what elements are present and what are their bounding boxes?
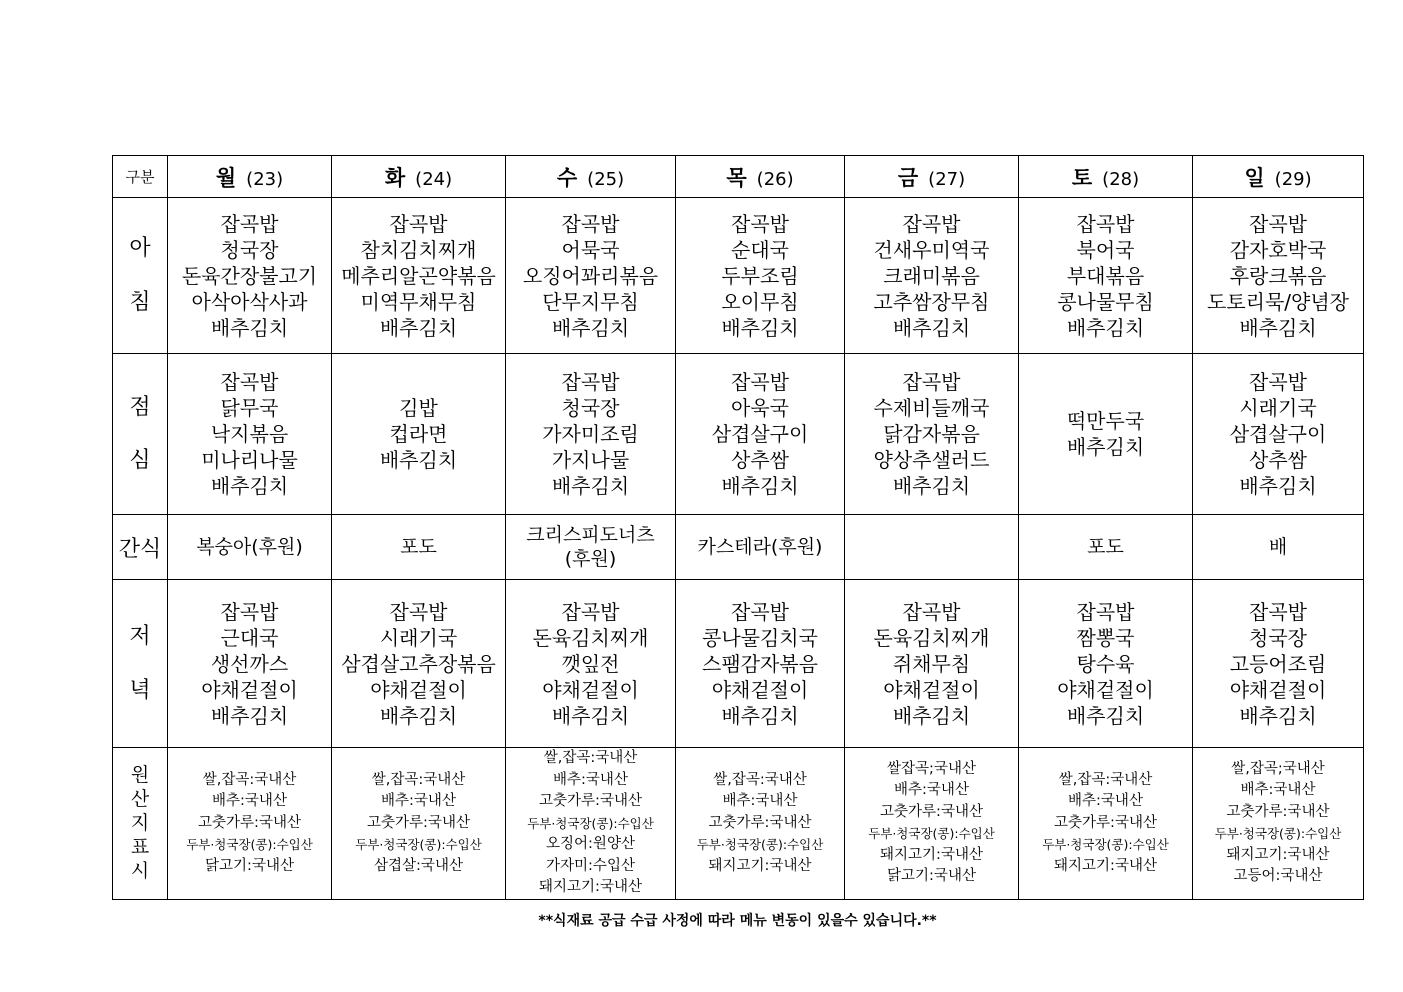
origin-item: 두부·청국장(콩):수입산 — [696, 837, 824, 852]
breakfast-cell — [332, 198, 506, 354]
dish-item: 잡곡밥 — [1076, 211, 1135, 236]
origin-item: 쌀,잡곡:국내산 — [1058, 771, 1153, 788]
dish-item: 상추쌈 — [1249, 448, 1307, 472]
breakfast-cell — [1193, 198, 1364, 354]
dish-item: 돈육간장불고기 — [181, 263, 318, 288]
dish-item: 부대볶음 — [1066, 263, 1145, 288]
day-name: 수 — [556, 165, 578, 190]
snack-row — [113, 515, 1364, 580]
dish-item: 포도 — [1087, 536, 1124, 558]
origin-item: 닭고기:국내산 — [205, 857, 294, 874]
dish-item: 배추김치 — [1239, 474, 1317, 498]
header-row — [113, 156, 1364, 198]
day-header-thu — [676, 156, 845, 198]
dish-item: 야채겉절이 — [883, 677, 980, 702]
day-header-fri — [845, 156, 1019, 198]
origin-item: 고춧가루:국내산 — [1226, 803, 1330, 820]
origin-item: 삼겹살:국내산 — [374, 857, 463, 874]
dish-item: 감자호박국 — [1229, 237, 1327, 262]
origin-item: 돼지고기:국내산 — [1226, 846, 1330, 863]
day-header-tue — [332, 156, 506, 198]
origin-item: 고춧가루:국내산 — [367, 814, 470, 831]
dish-item: 시래기국 — [379, 625, 458, 650]
origin-item: 배추:국내산 — [553, 771, 628, 788]
origin-item: 돼지고기:국내산 — [1054, 857, 1157, 874]
dish-item: 오징어꽈리볶음 — [522, 263, 659, 288]
day-date: (29) — [1274, 168, 1312, 190]
lunch-cell — [1019, 354, 1193, 515]
dish-item: 미역무채무침 — [360, 289, 477, 314]
origin-item: 가자미:수입산 — [546, 857, 635, 874]
breakfast-cell — [506, 198, 676, 354]
lunch-cell — [676, 354, 845, 515]
dish-item: 배추김치 — [551, 474, 630, 498]
breakfast-cell — [168, 198, 332, 354]
dish-item: 배추김치 — [379, 315, 458, 340]
origin-item: 배추:국내산 — [1240, 782, 1316, 799]
lunch-label — [113, 354, 168, 515]
dish-item: 후랑크볶음 — [1229, 263, 1327, 288]
dish-item: 생선까스 — [210, 651, 289, 676]
dish-item: 스팸감자볶음 — [702, 651, 818, 676]
menu-change-notice: **식재료 공급 수급 사정에 따라 메뉴 변동이 있을수 있습니다.** — [538, 913, 937, 929]
dish-item: 콩나물무침 — [1057, 289, 1154, 314]
dish-item: 야채겉절이 — [542, 677, 639, 702]
origin-item: 두부·청국장(콩):수입산 — [1214, 826, 1342, 842]
dish-item: 낙지볶음 — [210, 422, 289, 446]
origin-item: 쌀잡곡;국내산 — [887, 760, 976, 777]
origin-item: 두부·청국장(콩):수입산 — [527, 815, 654, 831]
dish-item: 돈육김치찌개 — [873, 625, 990, 650]
snack-cell — [1019, 515, 1193, 580]
day-header-mon — [168, 156, 332, 198]
dish-item: 고등어조림 — [1229, 651, 1327, 676]
dish-item: 상추쌈 — [731, 448, 789, 472]
origin-row — [113, 748, 1364, 900]
origin-cell — [168, 748, 332, 900]
lunch-cell — [168, 354, 332, 515]
origin-label — [113, 748, 168, 900]
breakfast-cell — [845, 198, 1019, 354]
dish-item: 배추김치 — [892, 474, 971, 498]
dish-item: 근대국 — [220, 625, 279, 650]
dish-item: 컵라면 — [389, 422, 448, 446]
origin-item: 두부·청국장(콩):수입산 — [868, 826, 995, 842]
origin-cell — [676, 748, 845, 900]
day-date: (27) — [928, 168, 966, 190]
breakfast-label — [113, 198, 168, 354]
dish-item: 삼겹살고추장볶음 — [341, 651, 496, 676]
dish-item: 배추김치 — [892, 315, 971, 340]
dish-item: 배추김치 — [1239, 315, 1317, 340]
dish-item: 잡곡밥 — [561, 599, 620, 624]
day-name: 월 — [215, 165, 237, 190]
lunch-cell — [845, 354, 1019, 515]
origin-cell — [845, 748, 1019, 900]
day-date: (24) — [415, 168, 453, 190]
dish-item: 닭무국 — [220, 396, 279, 420]
origin-item: 고춧가루:국내산 — [708, 814, 812, 831]
dish-item: 잡곡밥 — [561, 370, 620, 394]
label-char: 심 — [129, 448, 151, 473]
dish-item: 잡곡밥 — [220, 599, 279, 624]
dish-item: 야채겉절이 — [711, 677, 809, 702]
breakfast-cell — [1019, 198, 1193, 354]
snack-cell — [506, 515, 676, 580]
origin-item: 돼지고기:국내산 — [708, 857, 812, 874]
origin-item: 쌀,잡곡:국내산 — [202, 771, 297, 788]
dish-item: 돈육김치찌개 — [532, 625, 649, 650]
dish-item: 삼겹살구이 — [1229, 422, 1327, 446]
snack-cell — [676, 515, 845, 580]
dinner-row — [113, 580, 1364, 748]
dish-item: 잡곡밥 — [1249, 370, 1307, 394]
origin-item: 두부·청국장(콩):수입산 — [186, 837, 313, 852]
dish-item: 아삭아삭사과 — [191, 289, 308, 314]
dish-item: 잡곡밥 — [731, 599, 789, 624]
dish-item: 청국장 — [220, 237, 279, 262]
dish-item: 잡곡밥 — [902, 211, 961, 236]
snack-cell — [168, 515, 332, 580]
dish-item: 두부조림 — [721, 263, 799, 288]
origin-item: 배추:국내산 — [722, 793, 798, 809]
dish-item: 배 — [1268, 536, 1288, 558]
origin-item: 고춧가루:국내산 — [198, 814, 301, 831]
dish-item: 잡곡밥 — [1249, 599, 1307, 624]
dinner-cell — [506, 580, 676, 748]
dish-item: 카스테라(후원) — [697, 536, 823, 558]
day-name: 목 — [726, 165, 747, 190]
lunch-cell — [332, 354, 506, 515]
label-char: 아 — [129, 236, 151, 262]
breakfast-cell — [676, 198, 845, 354]
day-header-sun — [1193, 156, 1364, 198]
weekly-menu-table — [112, 155, 1364, 900]
dish-item: (후원) — [564, 548, 617, 570]
dish-item: 오이무침 — [721, 289, 799, 314]
lunch-row — [113, 354, 1364, 515]
dish-item: 잡곡밥 — [902, 370, 961, 394]
dish-item: 잡곡밥 — [220, 211, 279, 236]
dish-item: 잡곡밥 — [902, 599, 961, 624]
dish-item: 청국장 — [1249, 625, 1307, 650]
origin-item: 쌀,잡곡:국내산 — [371, 771, 466, 788]
origin-item: 두부·청국장(콩):수입산 — [355, 837, 482, 852]
label-char: 표 — [130, 836, 150, 859]
origin-item: 쌀,잡곡:국내산 — [543, 750, 638, 766]
dish-item: 아욱국 — [731, 396, 789, 420]
dinner-cell — [168, 580, 332, 748]
dish-item: 청국장 — [561, 396, 620, 420]
dish-item: 배추김치 — [551, 315, 630, 340]
dish-item: 배추김치 — [210, 315, 289, 340]
dish-item: 참치김치찌개 — [360, 237, 477, 262]
day-name: 금 — [897, 165, 919, 190]
dish-item: 콩나물김치국 — [702, 625, 818, 650]
dish-item: 배추김치 — [210, 703, 289, 728]
breakfast-row — [113, 198, 1364, 354]
lunch-cell — [506, 354, 676, 515]
day-name: 토 — [1071, 165, 1093, 190]
origin-item: 오징어:원양산 — [546, 836, 635, 852]
dish-item: 시래기국 — [1239, 396, 1317, 420]
origin-item: 돼지고기:국내산 — [539, 879, 642, 895]
snack-cell — [332, 515, 506, 580]
day-date: (23) — [246, 168, 284, 190]
dish-item: 배추김치 — [1066, 435, 1145, 459]
dish-item: 배추김치 — [721, 474, 799, 498]
origin-item: 고춧가루:국내산 — [880, 803, 983, 820]
label-char: 산 — [130, 788, 150, 811]
dish-item: 잡곡밥 — [389, 211, 448, 236]
day-name: 화 — [384, 165, 406, 190]
label-char: 원 — [130, 764, 150, 787]
dish-item: 배추김치 — [1066, 703, 1145, 728]
dish-item: 배추김치 — [379, 703, 458, 728]
dish-item: 배추김치 — [551, 703, 630, 728]
dish-item: 배추김치 — [721, 703, 799, 728]
dish-item: 야채겉절이 — [1057, 677, 1154, 702]
dinner-cell — [845, 580, 1019, 748]
dish-item: 수제비들깨국 — [873, 396, 990, 420]
origin-item: 쌀,잡곡;국내산 — [1231, 760, 1325, 777]
origin-item: 고춧가루:국내산 — [539, 793, 642, 809]
dish-item: 야채겉절이 — [370, 677, 467, 702]
day-name: 일 — [1244, 165, 1265, 190]
dish-item: 야채겉절이 — [201, 677, 298, 702]
label-char: 저 — [129, 624, 151, 650]
origin-item: 배추:국내산 — [381, 793, 456, 809]
origin-cell — [506, 748, 676, 900]
label-char: 지 — [130, 812, 150, 835]
lunch-cell — [1193, 354, 1364, 515]
dish-item: 가자미조림 — [542, 422, 639, 446]
dish-item: 야채겉절이 — [1229, 677, 1327, 702]
label-char: 녁 — [129, 677, 151, 703]
dish-item: 크래미볶음 — [883, 263, 980, 288]
snack-label: 간식 — [113, 515, 168, 580]
origin-item: 배추:국내산 — [1068, 793, 1143, 809]
day-header-sat — [1019, 156, 1193, 198]
dish-item: 깻잎전 — [561, 651, 620, 676]
snack-cell — [1193, 515, 1364, 580]
dish-item: 메추리알곤약볶음 — [341, 263, 496, 288]
dinner-cell — [676, 580, 845, 748]
label-char: 침 — [129, 289, 151, 315]
dish-item: 잡곡밥 — [1249, 211, 1307, 236]
dish-item: 단무지무침 — [542, 289, 639, 314]
origin-cell — [1193, 748, 1364, 900]
dish-item: 배추김치 — [721, 315, 799, 340]
dish-item: 배추김치 — [379, 448, 458, 472]
dish-item: 고추쌈장무침 — [873, 289, 990, 314]
dish-item: 잡곡밥 — [731, 211, 789, 236]
origin-item: 고춧가루:국내산 — [1054, 814, 1157, 831]
dish-item: 잡곡밥 — [389, 599, 448, 624]
dish-item: 포도 — [400, 536, 437, 558]
corner-label: 구분 — [113, 156, 168, 198]
origin-cell — [332, 748, 506, 900]
dish-item: 잡곡밥 — [561, 211, 620, 236]
dish-item: 배추김치 — [1066, 315, 1145, 340]
dish-item: 짬뽕국 — [1076, 625, 1135, 650]
origin-item: 돼지고기:국내산 — [880, 846, 983, 863]
dish-item: 복숭아(후원) — [196, 536, 303, 558]
dinner-cell — [1019, 580, 1193, 748]
dish-item: 도토리묵/양념장 — [1207, 289, 1349, 314]
snack-cell — [845, 515, 1019, 580]
day-date: (25) — [587, 168, 625, 190]
dish-item: 가지나물 — [551, 448, 630, 472]
dish-item: 닭감자볶음 — [883, 422, 980, 446]
day-date: (26) — [756, 168, 794, 190]
dish-item: 쥐채무침 — [892, 651, 971, 676]
dish-item: 배추김치 — [892, 703, 971, 728]
dish-item: 배추김치 — [1239, 703, 1317, 728]
dish-item: 순대국 — [731, 237, 789, 262]
day-date: (28) — [1102, 168, 1140, 190]
dish-item: 삼겹살구이 — [711, 422, 809, 446]
dinner-cell — [332, 580, 506, 748]
origin-item: 고등어:국내산 — [1233, 868, 1323, 885]
origin-item: 닭고기:국내산 — [887, 868, 976, 885]
dish-item: 탕수육 — [1076, 651, 1135, 676]
dish-item: 양상추샐러드 — [873, 448, 990, 472]
dish-item: 건새우미역국 — [873, 237, 990, 262]
origin-item: 쌀,잡곡:국내산 — [713, 771, 807, 788]
dish-item: 잡곡밥 — [220, 370, 279, 394]
dish-item: 크리스피도너츠 — [526, 524, 655, 546]
dinner-label — [113, 580, 168, 748]
dish-item: 북어국 — [1076, 237, 1135, 262]
dish-item: 잡곡밥 — [1076, 599, 1135, 624]
dish-item: 잡곡밥 — [731, 370, 789, 394]
day-header-wed — [506, 156, 676, 198]
label-char: 시 — [130, 860, 150, 883]
dish-item: 미나리나물 — [201, 448, 298, 472]
origin-item: 두부·청국장(콩):수입산 — [1042, 837, 1169, 852]
label-char: 점 — [129, 394, 151, 420]
dish-item: 어묵국 — [561, 237, 620, 262]
dinner-cell — [1193, 580, 1364, 748]
origin-item: 배추:국내산 — [894, 782, 969, 799]
dish-item: 떡만두국 — [1066, 409, 1145, 433]
dish-item: 배추김치 — [210, 474, 289, 498]
dish-item: 김밥 — [399, 396, 438, 420]
origin-cell — [1019, 748, 1193, 900]
origin-item: 배추:국내산 — [212, 793, 287, 809]
